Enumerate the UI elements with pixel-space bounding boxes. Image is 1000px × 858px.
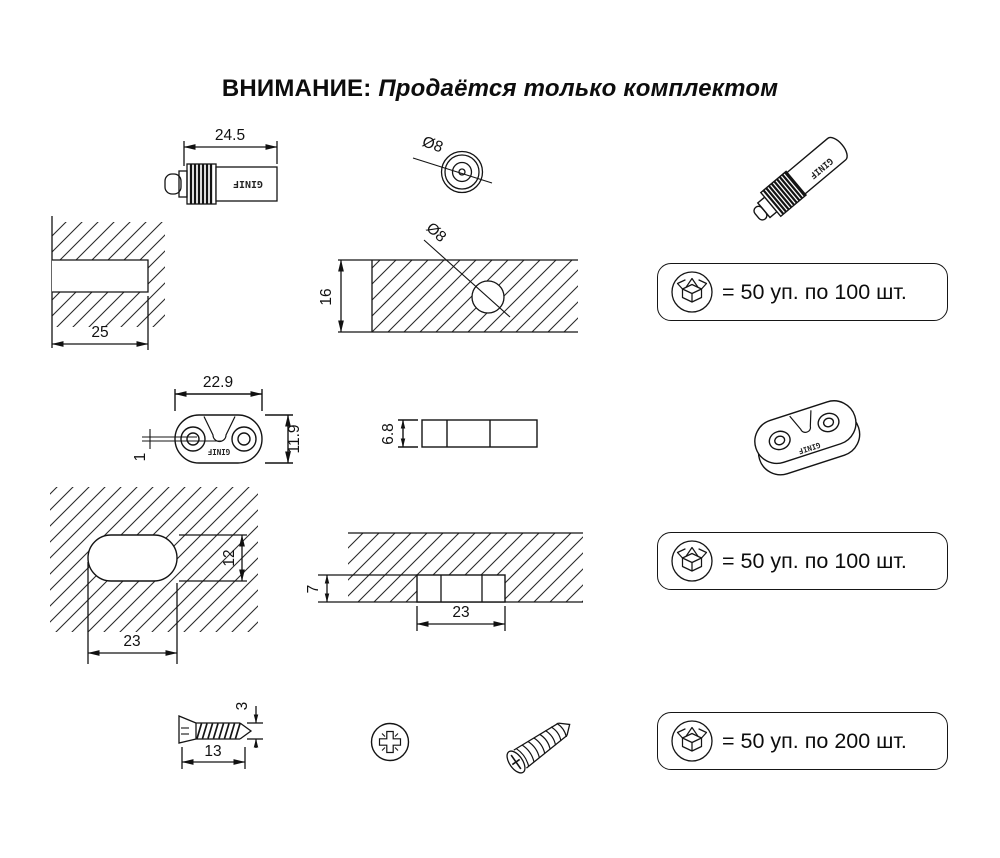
screw-side-view [179,702,263,769]
screw-length-dim: 13 [204,743,222,760]
strike-plate-top-view [132,374,303,463]
plate-brand-marking: GINIF [207,447,231,456]
pin-brand-marking: GINIF [232,178,264,189]
push-pin-side-view [165,127,277,204]
pin-length-dim: 24.5 [214,127,246,144]
panel-thickness-dim: 16 [318,288,335,306]
plate-width-dim: 22.9 [202,374,234,391]
pin-hole-drill-section [318,219,578,332]
pack-label-plate [657,532,948,590]
pack-label-text: = 50 уп. по 100 шт. [722,279,907,304]
pin-3d-brand-marking: GINIF [807,155,835,181]
recess-width-dim: 23 [452,604,470,621]
hole-depth-dim: 25 [91,324,109,341]
pin-front-diameter-dim: Ø8 [419,133,446,157]
carton-box-icon [669,538,715,584]
title-warning: ВНИМАНИЕ: [221,75,372,102]
plate-recess-front-view [50,487,258,664]
screw-diameter-dim: 3 [234,701,251,711]
plate-offset-dim: 1 [132,452,149,462]
plate-3d-brand-marking: GINIF [797,440,822,456]
carton-box-icon [669,718,715,764]
cutout-width-dim: 23 [123,633,141,650]
screw-3d-view [504,714,577,776]
plate-height-dim: 11.9 [286,424,303,454]
push-pin-3d-view [747,133,852,228]
pack-label-text: = 50 уп. по 200 шт. [722,728,907,753]
pin-hole-side-section [52,216,165,350]
push-pin-front-view [413,133,492,192]
pack-label-screw [657,712,948,770]
screw-head-top-view [372,724,409,761]
recess-depth-dim: 7 [305,584,322,594]
carton-box-icon [669,269,715,315]
pack-label-text: = 50 уп. по 100 шт. [722,548,907,573]
strike-plate-side-view [380,420,537,447]
cutout-height-dim: 12 [221,549,238,567]
plate-thickness-dim: 6.8 [380,423,397,445]
phillips-wedge-marks [382,734,398,751]
title-message: Продаётся только комплектом [378,75,779,102]
strike-plate-3d-view [749,395,865,480]
plate-recess-side-section [305,533,583,631]
pack-label-pin [657,263,948,321]
hole-diameter-dim: Ø8 [422,219,450,246]
